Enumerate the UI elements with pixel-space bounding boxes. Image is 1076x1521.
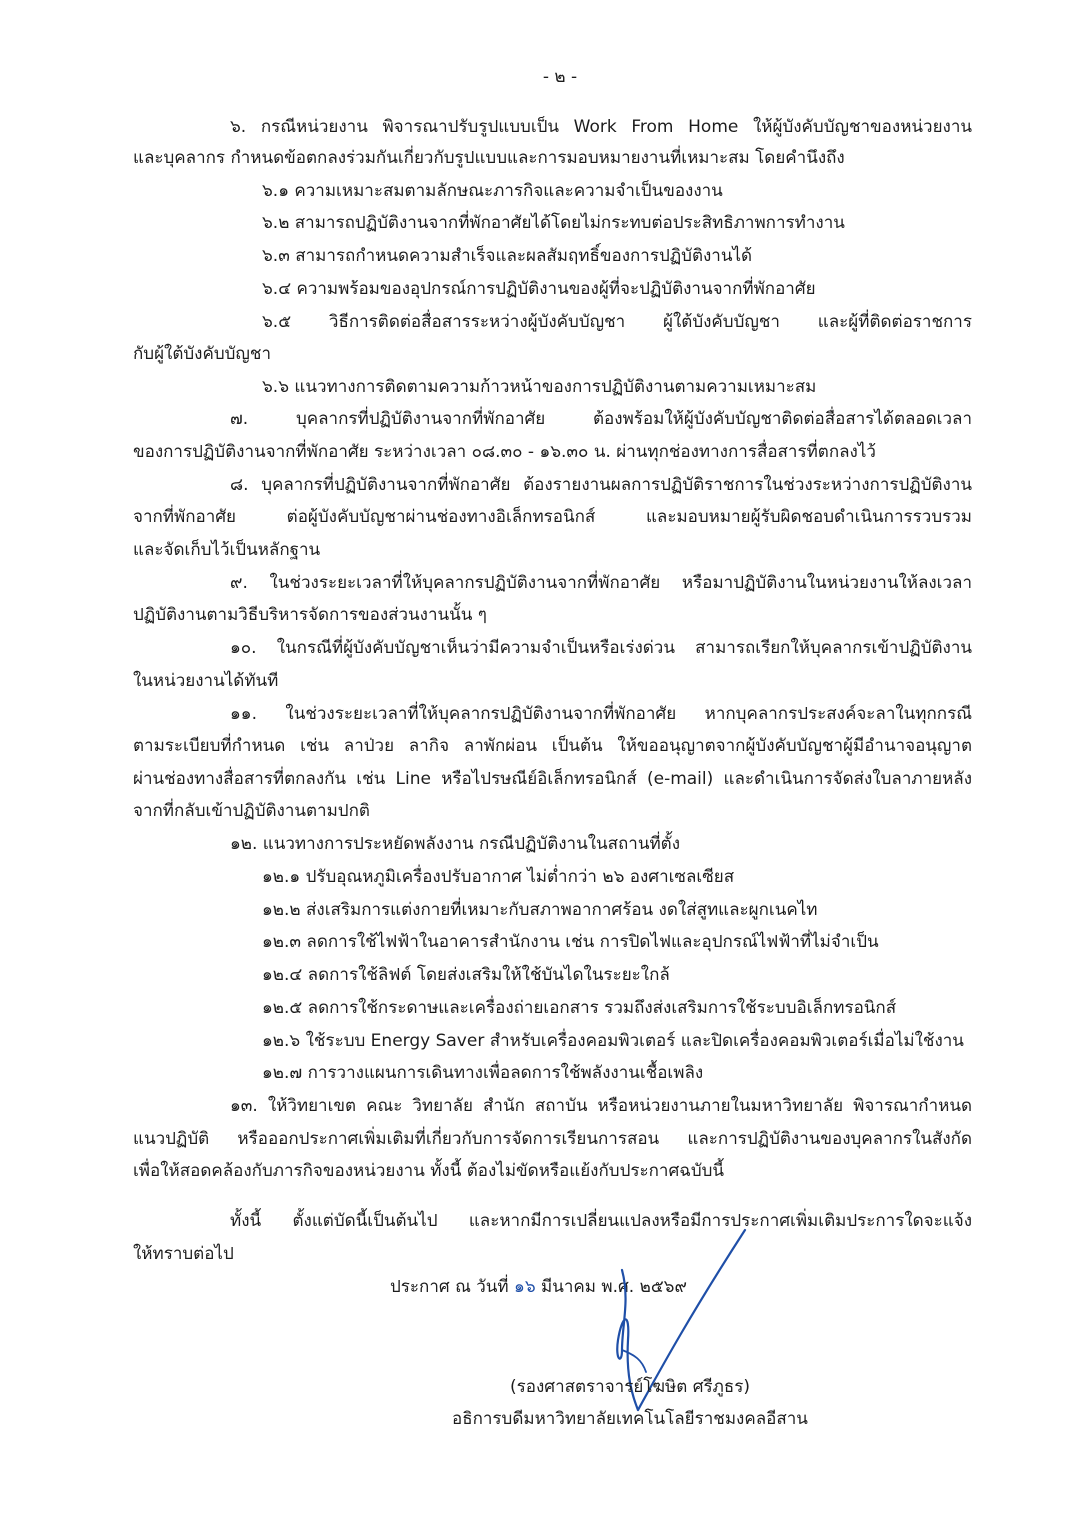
item-6-line-2: และบุคลากร กำหนดข้อตกลงร่วมกันเกี่ยวกับรูปแบบและการมอบหมายงานที่เหมาะสม โดยคำนึงถึง: [133, 148, 845, 168]
item-6-5-line-2: กับผู้ใต้บังคับบัญชา: [133, 344, 272, 364]
signer-title: อธิการบดีมหาวิทยาลัยเทคโนโลยีราชมงคลอีสาน: [452, 1409, 808, 1429]
signer-name: (รองศาสตราจารย์โฆษิต ศรีภูธร): [510, 1377, 750, 1397]
item-13-line-1: ๑๓. ให้วิทยาเขต คณะ วิทยาลัย สำนัก สถาบัน หรือหน่วยงานภายในมหาวิทยาลัย พิจารณากำหนด: [230, 1096, 972, 1116]
item-13-line-2: แนวปฏิบัติ หรือออกประกาศเพิ่มเติมที่เกี่ยวกับการจัดการเรียนการสอน และการปฏิบัติงานของบุคลากรในสังกัด: [133, 1129, 972, 1149]
announce-day: ๑๖: [514, 1277, 536, 1297]
item-12-4: ๑๒.๔ ลดการใช้ลิฟต์ โดยส่งเสริมให้ใช้บันไดในระยะใกล้: [262, 965, 670, 985]
item-11-line-2: ตามระเบียบที่กำหนด เช่น ลาป่วย ลากิจ ลาพักผ่อน เป็นต้น ให้ขออนุญาตจากผู้บังคับบัญชาผู้มีอำนาจอนุญาต: [133, 736, 972, 756]
announce-prefix: ประกาศ ณ วันที่: [390, 1277, 509, 1297]
item-9-line-1: ๙. ในช่วงระยะเวลาที่ให้บุคลากรปฏิบัติงานจากที่พักอาศัย หรือมาปฏิบัติงานในหน่วยงานให้ลงเวลา: [230, 573, 972, 593]
item-6-5-line-1: ๖.๕ วิธีการติดต่อสื่อสารระหว่างผู้บังคับบัญชา ผู้ใต้บังคับบัญชา และผู้ที่ติดต่อราชการ: [262, 312, 972, 332]
item-11-line-4: จากที่กลับเข้าปฏิบัติงานตามปกติ: [133, 801, 370, 821]
item-8-line-3: และจัดเก็บไว้เป็นหลักฐาน: [133, 540, 321, 560]
item-7-line-1: ๗. บุคลากรที่ปฏิบัติงานจากที่พักอาศัย ต้องพร้อมให้ผู้บังคับบัญชาติดต่อสื่อสารได้ตลอดเวลา: [230, 409, 972, 429]
item-6-3: ๖.๓ สามารถกำหนดความสำเร็จและผลสัมฤทธิ์ของการปฏิบัติงานได้: [262, 246, 753, 266]
item-11-line-1: ๑๑. ในช่วงระยะเวลาที่ให้บุคลากรปฏิบัติงานจากที่พักอาศัย หากบุคลากรประสงค์จะลาในทุกกรณี: [230, 704, 972, 724]
item-9-line-2: ปฏิบัติงานตามวิธีบริหารจัดการของส่วนงานนั้น ๆ: [133, 605, 487, 625]
item-12-5: ๑๒.๕ ลดการใช้กระดาษและเครื่องถ่ายเอกสาร รวมถึงส่งเสริมการใช้ระบบอิเล็กทรอนิกส์: [262, 998, 897, 1018]
item-8-line-2: จากที่พักอาศัย ต่อผู้บังคับบัญชาผ่านช่องทางอิเล็กทรอนิกส์ และมอบหมายผู้รับผิดชอบดำเนินการรวบรวม: [133, 507, 972, 527]
item-11-line-3: ผ่านช่องทางสื่อสารที่ตกลงกัน เช่น Line หรือไปรษณีย์อิเล็กทรอนิกส์ (e-mail) และดำเนินการจัดส่งใบลาภายหลัง: [133, 769, 972, 789]
item-12-1: ๑๒.๑ ปรับอุณหภูมิเครื่องปรับอากาศ ไม่ต่ำกว่า ๒๖ องศาเซลเซียส: [262, 867, 735, 887]
page-number: - ๒ -: [542, 67, 578, 87]
closing-line-1: ทั้งนี้ ตั้งแต่บัดนี้เป็นต้นไป และหากมีการเปลี่ยนแปลงหรือมีการประกาศเพิ่มเติมประการใดจะแจ้ง: [230, 1211, 972, 1231]
item-12-3: ๑๒.๓ ลดการใช้ไฟฟ้าในอาคารสำนักงาน เช่น การปิดไฟและอุปกรณ์ไฟฟ้าที่ไม่จำเป็น: [262, 932, 879, 952]
item-8-line-1: ๘. บุคลากรที่ปฏิบัติงานจากที่พักอาศัย ต้องรายงานผลการปฏิบัติราชการในช่วงระหว่างการปฏิบัติงาน: [230, 475, 972, 495]
item-10-line-1: ๑๐. ในกรณีที่ผู้บังคับบัญชาเห็นว่ามีความจำเป็นหรือเร่งด่วน สามารถเรียกให้บุคลากรเข้าปฏิบัติงาน: [230, 638, 972, 658]
item-13-line-3: เพื่อให้สอดคล้องกับภารกิจของหน่วยงาน ทั้งนี้ ต้องไม่ขัดหรือแย้งกับประกาศฉบับนี้: [133, 1161, 725, 1181]
closing-line-2: ให้ทราบต่อไป: [133, 1244, 234, 1264]
item-6-1: ๖.๑ ความเหมาะสมตามลักษณะภารกิจและความจำเป็นของงาน: [262, 181, 723, 201]
announce-month-year: มีนาคม พ.ศ. ๒๕๖๙: [541, 1277, 687, 1297]
item-12-6: ๑๒.๖ ใช้ระบบ Energy Saver สำหรับเครื่องคอมพิวเตอร์ และปิดเครื่องคอมพิวเตอร์เมื่อไม่ใช้งาน: [262, 1031, 964, 1051]
item-12-heading: ๑๒. แนวทางการประหยัดพลังงาน กรณีปฏิบัติงานในสถานที่ตั้ง: [230, 834, 681, 854]
item-6-2: ๖.๒ สามารถปฏิบัติงานจากที่พักอาศัยได้โดยไม่กระทบต่อประสิทธิภาพการทำงาน: [262, 213, 845, 233]
item-6-4: ๖.๔ ความพร้อมของอุปกรณ์การปฏิบัติงานของผู้ที่จะปฏิบัติงานจากที่พักอาศัย: [262, 279, 816, 299]
item-6-line-1: ๖. กรณีหน่วยงาน พิจารณาปรับรูปแบบเป็น Work From Home ให้ผู้บังคับบัญชาของหน่วยงาน: [230, 117, 972, 137]
item-6-6: ๖.๖ แนวทางการติดตามความก้าวหน้าของการปฏิบัติงานตามความเหมาะสม: [262, 377, 817, 397]
item-12-2: ๑๒.๒ ส่งเสริมการแต่งกายที่เหมาะกับสภาพอากาศร้อน งดใส่สูทและผูกเนคไท: [262, 900, 818, 920]
item-12-7: ๑๒.๗ การวางแผนการเดินทางเพื่อลดการใช้พลังงานเชื้อเพลิง: [262, 1063, 704, 1083]
item-10-line-2: ในหน่วยงานได้ทันที: [133, 671, 279, 691]
item-7-line-2: ของการปฏิบัติงานจากที่พักอาศัย ระหว่างเวลา ๐๘.๓๐ - ๑๖.๓๐ น. ผ่านทุกช่องทางการสื่อสารที่ตกลงไว้: [133, 442, 876, 462]
